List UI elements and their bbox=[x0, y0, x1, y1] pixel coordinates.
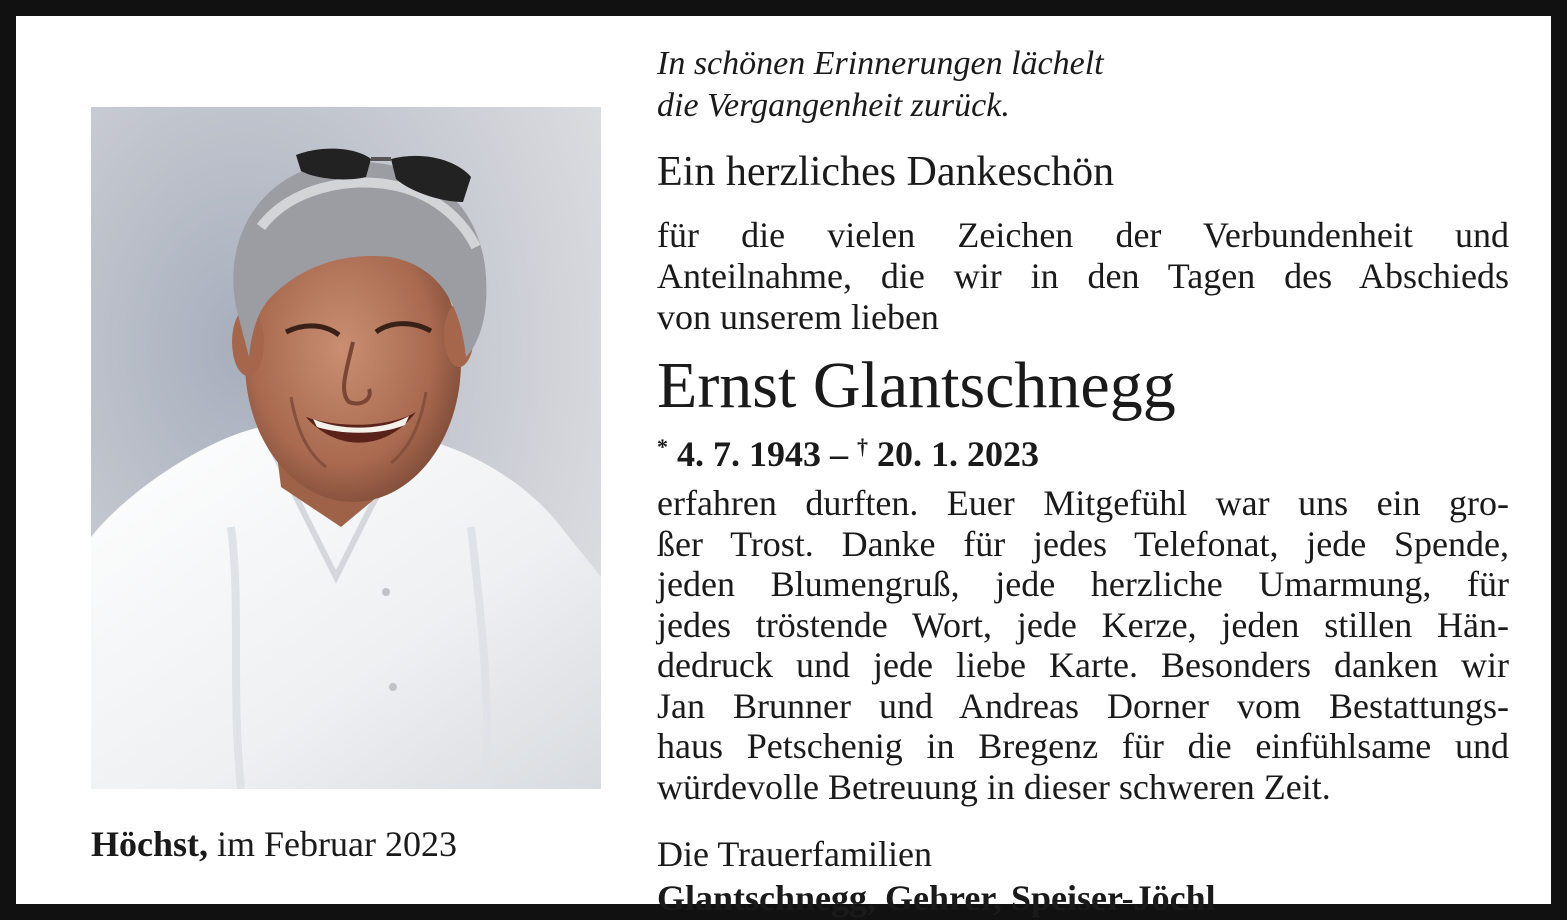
signature-names: Glantschnegg, Gehrer, Speiser-Jöchl bbox=[657, 878, 1216, 918]
signature-intro: Die Trauerfamilien bbox=[657, 834, 932, 874]
body-line: Jan Brunner und Andreas Dorner vom Bestattungs- bbox=[657, 685, 1509, 726]
body-line: jeden Blumengruß, jede herzliche Umarmung, für bbox=[657, 564, 1509, 604]
birth-date: 4. 7. 1943 – bbox=[668, 434, 857, 474]
place-date-line bbox=[91, 822, 457, 866]
intro-line: Anteilnahme, die wir in den Tagen des Abschieds bbox=[657, 256, 1509, 296]
death-symbol: † bbox=[857, 434, 868, 459]
life-dates bbox=[657, 426, 1509, 475]
quote-line: In schönen Erinnerungen lächelt bbox=[657, 45, 1104, 82]
intro-line: für die vielen Zeichen der Verbundenheit und bbox=[657, 215, 1509, 255]
portrait-photo bbox=[91, 107, 601, 789]
deceased-name: Ernst Glantschnegg bbox=[657, 349, 1176, 422]
date-text: im Februar 2023 bbox=[208, 824, 457, 864]
portrait-icon bbox=[91, 107, 601, 789]
intro-paragraph bbox=[657, 215, 1509, 338]
body-line: haus Petschenig in Bregenz für die einfühlsame und bbox=[657, 726, 1509, 766]
quote-line: die Vergangenheit zurück. bbox=[657, 87, 1010, 124]
body-line: würdevolle Betreuung in dieser schweren Zeit. bbox=[657, 766, 1331, 807]
death-date: 20. 1. 2023 bbox=[868, 434, 1039, 474]
body-line: erfahren durften. Euer Mitgefühl war uns ein gro- bbox=[657, 483, 1509, 523]
body-line: jedes tröstende Wort, jede Kerze, jeden stillen Hän- bbox=[657, 604, 1509, 645]
body-paragraph bbox=[657, 483, 1509, 807]
birth-symbol: * bbox=[657, 434, 668, 459]
message-column bbox=[657, 43, 1509, 919]
place-name: Höchst, bbox=[91, 824, 208, 864]
intro-line: von unserem lieben bbox=[657, 297, 939, 337]
memorial-quote bbox=[657, 43, 1509, 127]
thanks-heading: Ein herzliches Dankeschön bbox=[657, 149, 1115, 195]
body-line: ßer Trost. Danke für jedes Telefonat, jede Spende, bbox=[657, 523, 1509, 564]
body-line: dedruck und jede liebe Karte. Besonders danken wir bbox=[657, 645, 1509, 685]
